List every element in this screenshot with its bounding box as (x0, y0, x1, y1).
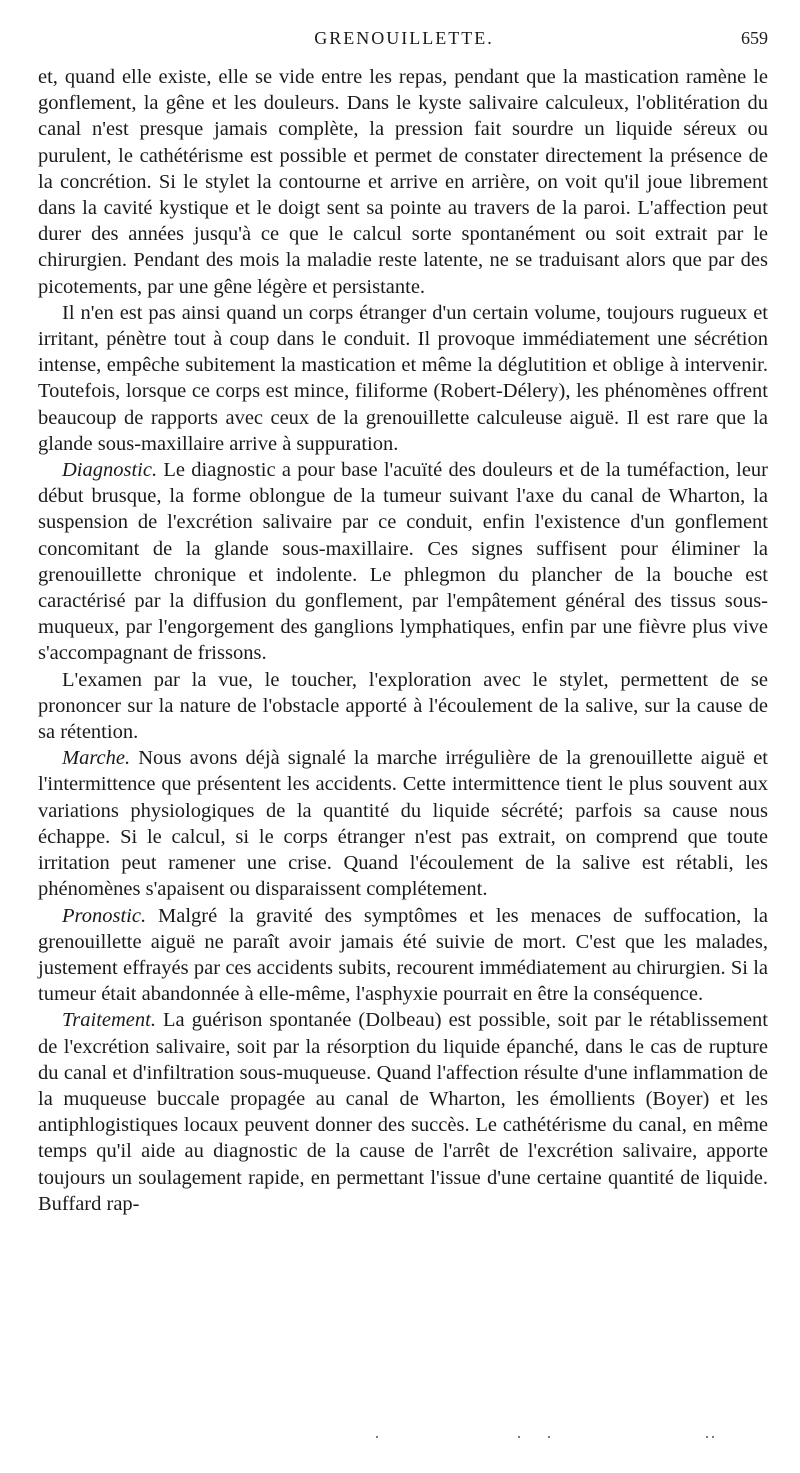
paragraph-text: Nous avons déjà signalé la marche irrégulière de la grenouillette aiguë et l'intermittence que présentent les accidents. Cette intermittence tient le plus souvent aux variations physiologiques de la quantité du liquide sécrété; parfois sa cause nous échappe. Si le calcul, si le corps étranger n'est pas extrait, on comprend que toute irritation peut ramener une crise. Quand l'écoulement de la salive est rétabli, les phénomènes s'apaisent ou disparaissent complétement. (38, 747, 768, 901)
speck (712, 1436, 714, 1438)
paragraph-diagnostic (38, 457, 768, 667)
paragraph-text: La guérison spontanée (Dolbeau) est possible, soit par le rétablissement de l'excrétion salivaire, soit par la résorption du liquide épanché, dans le cas de rupture du canal et d'infiltration sous-muqueuse. Quand l'affection résulte d'une inflammation de la muqueuse buccale propagée au canal de Wharton, les émollients (Boyer) et les antiphlogistiques locaux peuvent donner des succès. Le cathétérisme du canal, en même temps qu'il aide au diagnostic de la cause de l'arrêt de l'excrétion salivaire, apporte toujours un soulagement rapide, en permettant l'issue d'une certaine quantité de liquide. Buffard rap- (38, 1009, 768, 1215)
body-text (38, 64, 768, 1217)
paragraph-text: Il n'en est pas ainsi quand un corps étranger d'un certain volume, toujours rugueux et irritant, pénètre tout à coup dans le conduit. Il provoque immédiatement une sécrétion intense, empêche subitement la mastication et même la déglutition et oblige à intervenir. Toutefois, lorsque ce corps est mince, filiforme (Robert-Délery), les phénomènes offrent beaucoup de rapports avec ceux de la grenouillette calculeuse aiguë. Il est rare que la glande sous-maxillaire arrive à suppuration. (38, 301, 768, 455)
page-number: 659 (741, 28, 768, 48)
scan-specks (370, 1436, 730, 1442)
running-title: GRENOUILLETTE. (314, 28, 494, 48)
running-head (40, 28, 768, 54)
speck (376, 1436, 378, 1438)
paragraph-marche (38, 745, 768, 902)
section-lead-diagnostic: Diagnostic. (62, 459, 158, 482)
section-lead-marche: Marche. (62, 747, 131, 770)
paragraph-corps-etranger (38, 300, 768, 457)
paragraph-text: L'examen par la vue, le toucher, l'exploration avec le stylet, permettent de se prononcer sur la nature de l'obstacle apporté à l'écoulement de la salive, sur la cause de sa rétention. (38, 668, 768, 744)
speck (518, 1436, 520, 1438)
paragraph-text: Le diagnostic a pour base l'acuïté des douleurs et de la tuméfaction, leur début brusque, la forme oblongue de la tumeur suivant l'axe du canal de Wharton, la suspension de l'excrétion salivaire par ce conduit, enfin l'existence d'un gonflement concomitant de la glande sous-maxillaire. Ces signes suffisent pour éliminer la grenouillette chronique et indolente. Le phlegmon du plancher de la bouche est caractérisé par la diffusion du gonflement, par l'empâtement général des tissus sous-muqueux, par l'engorgement des ganglions lymphatiques, enfin par une fièvre plus vive s'accompagnant de frissons. (38, 459, 768, 665)
paragraph-traitement (38, 1007, 768, 1217)
paragraph-examen (38, 667, 768, 746)
paragraph-text: et, quand elle existe, elle se vide entre les repas, pendant que la mastication ramène le gonflement, la gêne et les douleurs. Dans le kyste salivaire calculeux, l'oblitération du canal n'est presque jamais complète, la pression fait sourdre un liquide séreux ou purulent, le cathétérisme est possible et permet de constater directement la présence de la concrétion. Si le stylet la contourne et arrive en arrière, on voit qu'il joue librement dans la cavité kystique et le doigt sent sa pointe au travers de la paroi. L'affection peut durer des années jusqu'à ce que le calcul sorte spontanément ou soit extrait par le chirurgien. Pendant des mois la maladie reste latente, ne se traduisant alors que par des picotements, par une gêne légère et persistante. (38, 66, 768, 298)
speck (548, 1436, 550, 1438)
paragraph-text: Malgré la gravité des symptômes et les menaces de suffocation, la grenouillette aiguë ne paraît avoir jamais été suivie de mort. C'est que les malades, justement effrayés par ces accidents subits, recourent immédiatement au chirurgien. Si la tumeur était abandonnée à elle-même, l'asphyxie pourrait en être la conséquence. (38, 904, 768, 1006)
section-lead-traitement: Traitement. (62, 1009, 156, 1032)
paragraph-pronostic (38, 903, 768, 1008)
speck (706, 1436, 708, 1438)
paragraph-kyste-calculeux (38, 64, 768, 300)
section-lead-pronostic: Pronostic. (62, 904, 147, 927)
